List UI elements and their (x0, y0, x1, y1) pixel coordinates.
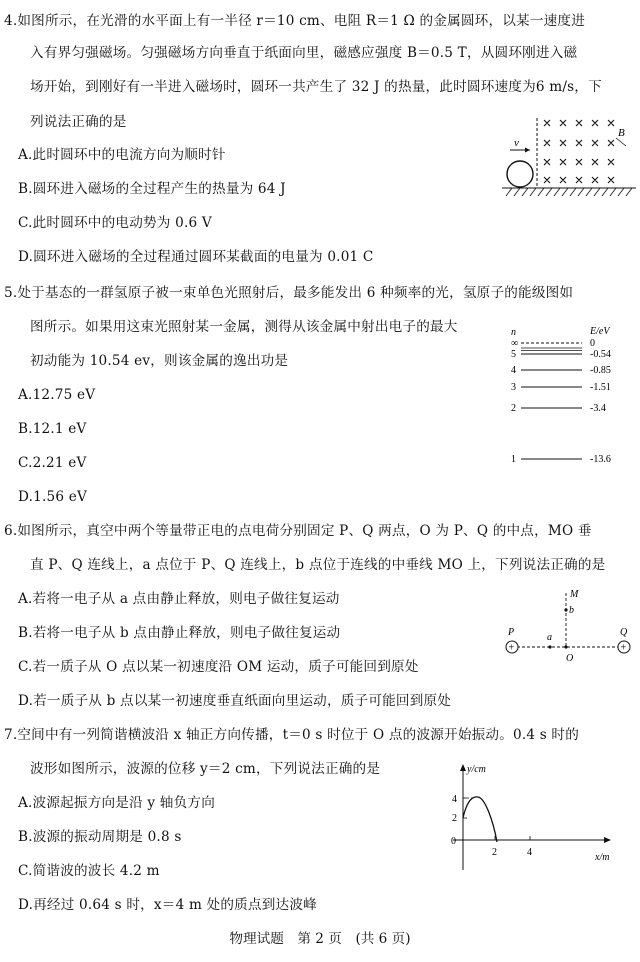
xtick-4: 4 (527, 847, 532, 858)
ytick-4: 4 (452, 794, 457, 805)
q6-stem-line-2: 直 P、Q 连线上，a 点位于 P、Q 连线上，b 点位于连线的中垂线 MO 上，下列说法正确的是 (30, 557, 606, 573)
b-field-label: B (618, 127, 625, 139)
e-header: E/eV (590, 326, 610, 337)
q6-option-c: C.若一质子从 O 点以某一初速度沿 OM 运动，质子可能回到原处 (18, 659, 419, 675)
page-footer: 物理试题 第 2 页 (共 6 页) (229, 931, 411, 947)
velocity-label: v (514, 137, 519, 149)
ytick-2: 2 (452, 813, 457, 824)
level-n-3: 3 (511, 382, 516, 393)
level-e-1: -13.6 (590, 454, 611, 465)
label-a: a (547, 632, 552, 643)
q5-option-b: B.12.1 eV (18, 421, 87, 437)
label-o: O (566, 653, 574, 664)
level-e-4: -0.85 (590, 365, 611, 376)
q7-stem-line-2: 波形如图所示，波源的位移 y＝2 cm，下列说法正确的是 (30, 761, 381, 777)
level-n-1: 1 (511, 454, 516, 465)
point-b (564, 608, 567, 611)
q7-option-c: C.简谐波的波长 4.2 m (18, 863, 160, 879)
q7-wave-graph (445, 760, 617, 882)
q4-option-d: D.圆环进入磁场的全过程通过圆环某截面的电量为 0.01 C (18, 249, 374, 265)
q5-stem-line-3: 初动能为 10.54 ev，则该金属的逸出功是 (30, 353, 289, 369)
xtick-2: 2 (492, 847, 497, 858)
q4-stem-line-2: 入有界匀强磁场。匀强磁场方向垂直于纸面向里，磁感应强度 B＝0.5 T，从圆环刚进入磁 (30, 45, 578, 61)
charge-p-sign: + (508, 642, 515, 654)
q4-ring-magnetic-field-figure (500, 112, 640, 204)
q6-option-a: A.若将一电子从 a 点由静止释放，则电子做往复运动 (18, 591, 340, 607)
q4-stem-line-4: 列说法正确的是 (30, 114, 127, 130)
level-e-2: -3.4 (590, 403, 606, 414)
level-n-5: 5 (511, 349, 516, 360)
level-n-inf: ∞ (511, 338, 519, 349)
q7-option-d: D.再经过 0.64 s 时，x＝4 m 处的质点到达波峰 (18, 897, 317, 913)
q7-option-b: B.波源的振动周期是 0.8 s (18, 829, 182, 845)
q5-option-a: A.12.75 eV (18, 387, 96, 403)
point-a (548, 645, 551, 648)
n-header: n (511, 327, 516, 338)
q6-stem-line-1: 6.如图所示，真空中两个等量带正电的点电荷分别固定 P、Q 两点，O 为 P、Q 的中点，MO 垂 (4, 523, 592, 539)
y-axis-label: y/cm (467, 764, 486, 775)
label-p: P (508, 627, 515, 638)
metal-ring (507, 161, 533, 187)
q4-option-a: A.此时圆环中的电流方向为顺时针 (18, 147, 226, 163)
level-n-4: 4 (511, 365, 516, 376)
level-e-3: -1.51 (590, 382, 611, 393)
q5-stem-line-2: 图所示。如果用这束光照射某一金属，测得从该金属中射出电子的最大 (30, 319, 458, 335)
q5-stem-line-1: 5.处于基态的一群氢原子被一束单色光照射后，最多能发出 6 种频率的光，氢原子的能级图如 (4, 285, 574, 301)
level-n-2: 2 (511, 403, 516, 414)
magnetic-field-crosses (544, 120, 614, 183)
label-b: b (569, 605, 574, 616)
origin-label: 0 (451, 836, 456, 847)
x-axis-label: x/m (595, 852, 610, 863)
level-e-5: -0.54 (590, 349, 611, 360)
label-m: M (570, 589, 579, 600)
charge-q-sign: + (620, 642, 627, 654)
q6-point-charges-figure (500, 585, 638, 667)
q4-stem-line-1: 4.如图所示，在光滑的水平面上有一半径 r＝10 cm、电阻 R＝1 Ω 的金属圆环，以某一速度进 (4, 13, 586, 29)
point-o (564, 645, 567, 648)
label-q: Q (620, 627, 628, 638)
q7-option-a: A.波源起振方向是沿 y 轴负方向 (18, 795, 215, 811)
level-e-inf: 0 (590, 338, 595, 349)
q6-option-b: B.若将一电子从 b 点由静止释放，则电子做往复运动 (18, 625, 341, 641)
q5-option-c: C.2.21 eV (18, 455, 87, 471)
q4-option-b: B.圆环进入磁场的全过程产生的热量为 64 J (18, 181, 286, 197)
q7-stem-line-1: 7.空间中有一列简谐横波沿 x 轴正方向传播，t＝0 s 时位于 O 点的波源开始振动。0.4 s 时的 (4, 727, 580, 743)
wave-curve (463, 797, 497, 842)
q5-option-d: D.1.56 eV (18, 489, 87, 505)
q4-option-c: C.此时圆环中的电动势为 0.6 V (18, 215, 212, 231)
q6-option-d: D.若一质子从 b 点以某一初速度垂直纸面向里运动，质子可能回到原处 (18, 693, 452, 709)
q5-energy-level-diagram (502, 322, 638, 470)
q4-stem-line-3: 场开始，到刚好有一半进入磁场时，圆环一共产生了 32 J 的热量，此时圆环速度为6 m/s，下 (30, 79, 602, 95)
